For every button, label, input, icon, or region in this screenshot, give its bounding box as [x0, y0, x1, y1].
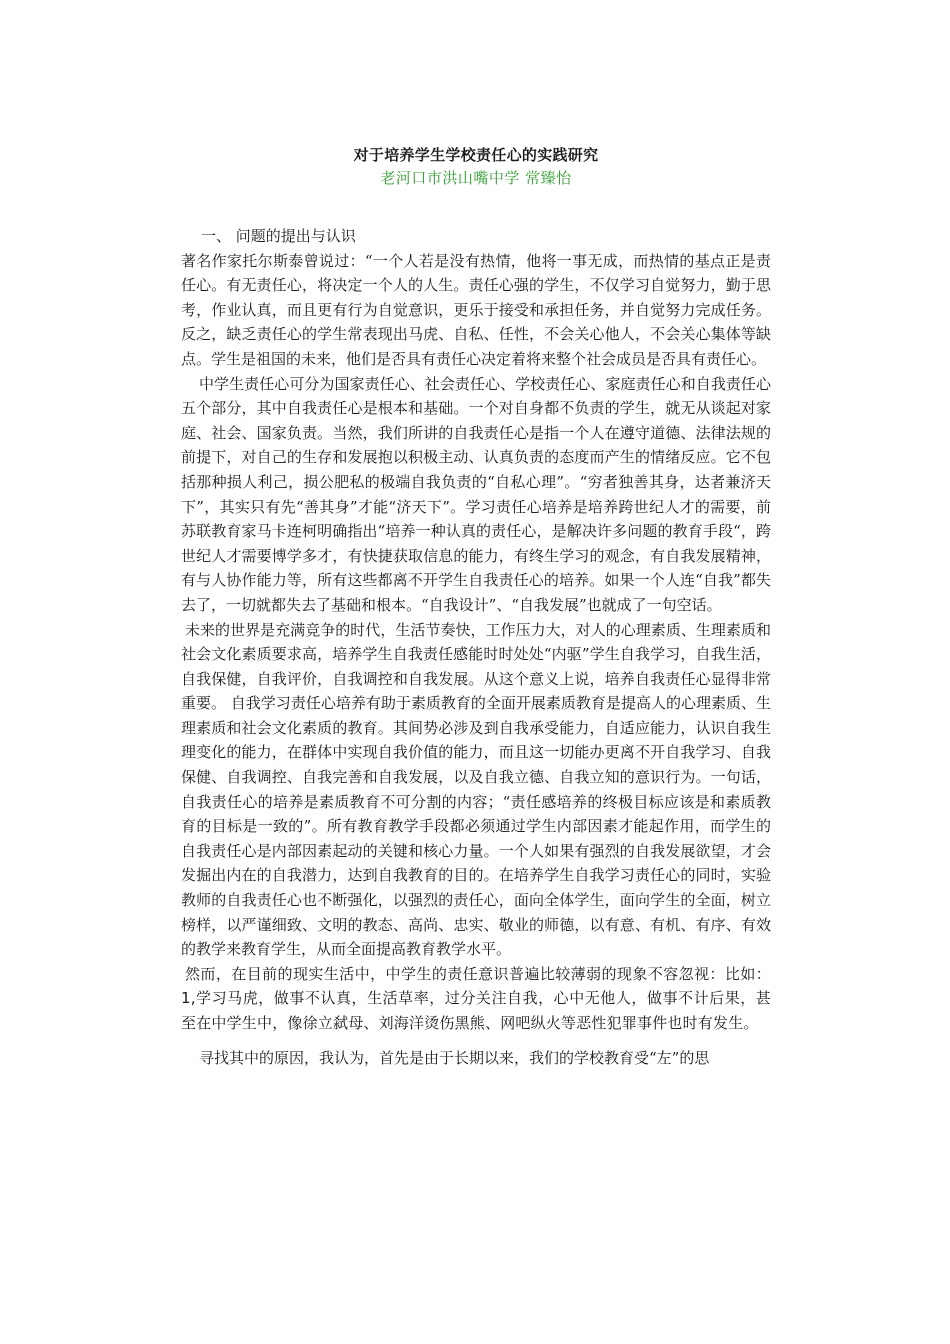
- paragraph-3: 未来的世界是充满竞争的时代，生活节奏快，工作压力大，对人的心理素质、生理素质和社会文化素质要求高，培养学生自我责任感能时时处处“内驱”学生自我学习，自我生活，自我保健，自我评价，自我调控和自我发展。从这个意义上说，培养自我责任心显得非常重要。 自我学习责任心培养有助于素质教育的全面开展素质教育是提高人的心理素质、生理素质和社会文化素质的教育。其间势必涉及到自我承受能力，自适应能力，认识自我生理变化的能力，在群体中实现自我价值的能力，而且这一切能办更离不开自我学习、自我保健、自我调控、自我完善和自我发展，以及自我立德、自我立知的意识行为。一句话，自我责任心的培养是素质教育不可分割的内容；“责任感培养的终极目标应该是和素质教育的目标是一致的”。所有教育教学手段都必须通过学生内部因素才能起作用，而学生的自我责任心是内部因素起动的关键和核心力量。一个人如果有强烈的自我发展欲望，才会发掘出内在的自我潜力，达到自我教育的目的。在培养学生自我学习责任心的同时，实验教师的自我责任心也不断强化，以强烈的责任心，面向全体学生，面向学生的全面，树立榜样，以严谨细致、文明的教态、高尚、忠实、敬业的师德，以有意、有机、有序、有效的教学来教育学生，从而全面提高教育教学水平。: [181, 620, 771, 959]
- paragraph-2: 中学生责任心可分为国家责任心、社会责任心、学校责任心、家庭责任心和自我责任心五个部分，其中自我责任心是根本和基础。一个对自身都不负责的学生，就无从谈起对家庭、社会、国家负责。当然，我们所讲的自我责任心是指一个人在遵守道德、法律法规的前提下，对自己的生存和发展抱以积极主动、认真负责的态度而产生的情绪反应。它不包括那种损人利己，损公肥私的极端自我负责的“自私心理”。“穷者独善其身，达者兼济天下”，其实只有先“善其身”才能“济天下”。学习责任心培养是培养跨世纪人才的需要，前苏联教育家马卡连柯明确指出“培养一种认真的责任心，是解决许多问题的教育手段“，跨世纪人才需要博学多才，有快捷获取信息的能力，有终生学习的观念，有自我发展精神，有与人协作能力等，所有这些都离不开学生自我责任心的培养。如果一个人连“自我”都失去了，一切就都失去了基础和根本。“自我设计”、“自我发展”也就成了一句空话。: [181, 374, 771, 614]
- section-heading: 一、 问题的提出与认识: [201, 227, 356, 245]
- paragraph-4: 然而，在目前的现实生活中，中学生的责任意识普遍比较薄弱的现象不容忽视：比如：1,学习马虎，做事不认真，生活草率，过分关注自我，心中无他人，做事不计后果，甚至在中学生中，像徐立弑母、刘海洋烫伤黑熊、网吧纵火等恶性犯罪事件也时有发生。: [181, 964, 771, 1032]
- document-body: [181, 224, 771, 1070]
- paragraph-1: 著名作家托尔斯泰曾说过：“一个人若是没有热情，他将一事无成，而热情的基点正是责任心。有无责任心，将决定一个人的人生。责任心强的学生，不仅学习自觉努力，勤于思考，作业认真，而且更有行为自觉意识，更乐于接受和承担任务，并自觉努力完成任务。反之，缺乏责任心的学生常表现出马虎、自私、任性，不会关心他人，不会关心集体等缺点。学生是祖国的未来，他们是否具有责任心决定着将来整个社会成员是否具有责任心。: [181, 251, 771, 368]
- document-title: 对于培养学生学校责任心的实践研究: [353, 146, 599, 164]
- paragraph-gap: [181, 1036, 771, 1046]
- paragraph-5: 寻找其中的原因，我认为，首先是由于长期以来，我们的学校教育受“左”的思: [199, 1048, 710, 1067]
- document-author-line: 老河口市洪山嘴中学 常臻怡: [380, 169, 572, 187]
